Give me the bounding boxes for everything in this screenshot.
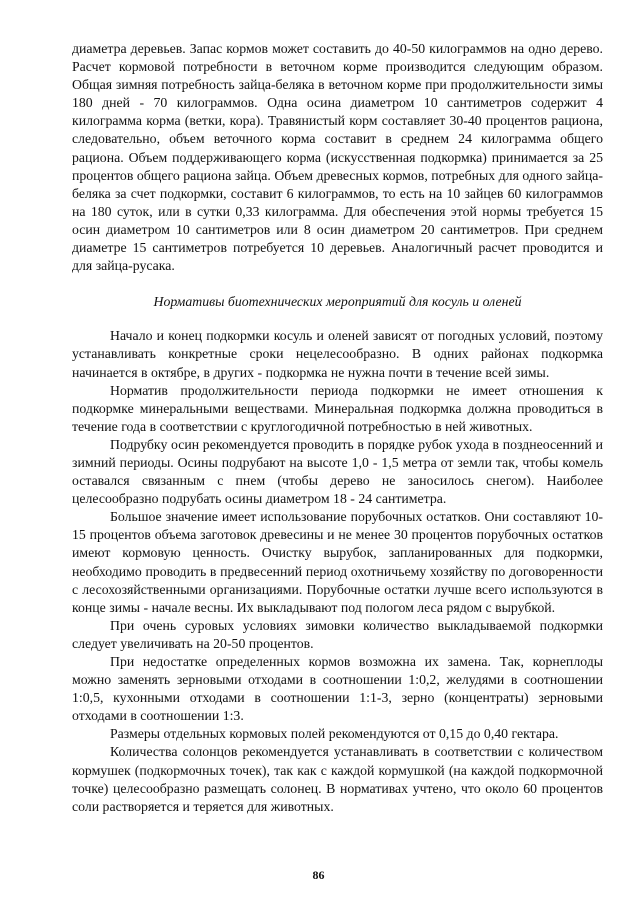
paragraph-6: При недостатке определенных кормов возможна их замена. Так, корнеплоды можно заменять зерновыми отходами в соотношении 1:0,2, желудями в соотношении 1:0,5, кухонными отходами в соотношении 1:1-3, зерно (концентраты) зерновыми отходами в соотношении 1:3. bbox=[72, 654, 603, 724]
paragraph-2: Норматив продолжительности периода подкормки не имеет отношения к подкормке минеральными веществами. Минеральная подкормка должна проводиться в течение года в соответствии с круглогодичной потребностью в ней животных. bbox=[72, 382, 603, 434]
page-number: 86 bbox=[312, 868, 325, 882]
paragraph-7: Размеры отдельных кормовых полей рекомендуются от 0,15 до 0,40 гектара. bbox=[110, 726, 559, 742]
paragraph-1: Начало и конец подкормки косуль и оленей зависят от погодных условий, поэтому устанавливать конкретные сроки нецелесообразно. В одних районах подкормка начинается в октябре, в других - подкормка не нужна почти в течение всей зимы. bbox=[72, 328, 603, 380]
section-heading: Нормативы биотехнических мероприятий для косуль и оленей bbox=[153, 294, 522, 310]
paragraph-8: Количества солонцов рекомендуется устанавливать в соответствии с количеством кормушек (подкормочных точек), так как с каждой кормушкой (на каждой подкормочной точке) целесообразно размещать солонец. В нормативах учтено, что около 60 процентов соли растворяется и теряется для животных. bbox=[72, 744, 603, 814]
page-body bbox=[72, 40, 603, 816]
paragraph-continued: диаметра деревьев. Запас кормов может составить до 40-50 килограммов на одно дерево. Расчет кормовой потребности в веточном корме производится следующим образом. Общая зимняя потребность зайца-беляка в веточном корме при продолжительности зимы 180 дней - 70 килограммов. Одна осина диаметром 10 сантиметров содержит 4 килограмма корма (ветки, кора). Травянистый корм составляет 30-40 процентов рациона, следовательно, объем веточного корма составит в среднем 24 килограмма общего рациона. Объем поддерживающего корма (искусственная подкормка) принимается за 25 процентов общего рациона зайца. Объем древесных кормов, потребных для одного зайца-беляка за счет подкормки, составит 6 килограммов, то есть на 10 зайцев 60 килограммов на 180 суток, или в сутки 0,33 килограмма. Для обеспечения этой нормы требуется 15 осин диаметром 10 сантиметров или 8 осин диаметром 20 сантиметров. При среднем диаметре 15 сантиметров потребуется 10 деревьев. Аналогичный расчет проводится и для зайца-русака. bbox=[72, 41, 603, 274]
paragraph-3: Подрубку осин рекомендуется проводить в порядке рубок ухода в позднеосенний и зимний периоды. Осины подрубают на высоте 1,0 - 1,5 метра от земли так, чтобы комель оставался связанным с пнем (чтобы дерево не заносилось снегом). Наиболее целесообразно подрубать осины диаметром 18 - 24 сантиметра. bbox=[72, 436, 603, 507]
paragraph-4: Большое значение имеет использование порубочных остатков. Они составляют 10-15 процентов объема заготовок древесины и не менее 30 процентов порубочных остатков имеют кормовую ценность. Очистку вырубок, запланированных для подкормки, необходимо проводить в предвесенний период охотничьему хозяйству по договоренности с лесохозяйственными организациями. Порубочные остатки лучше всего используются в конце зимы - начале весны. Их выкладывают под пологом леса рядом с вырубкой. bbox=[72, 509, 603, 615]
paragraph-5: При очень суровых условиях зимовки количество выкладываемой подкормки следует увеличивать на 20-50 процентов. bbox=[72, 617, 603, 651]
